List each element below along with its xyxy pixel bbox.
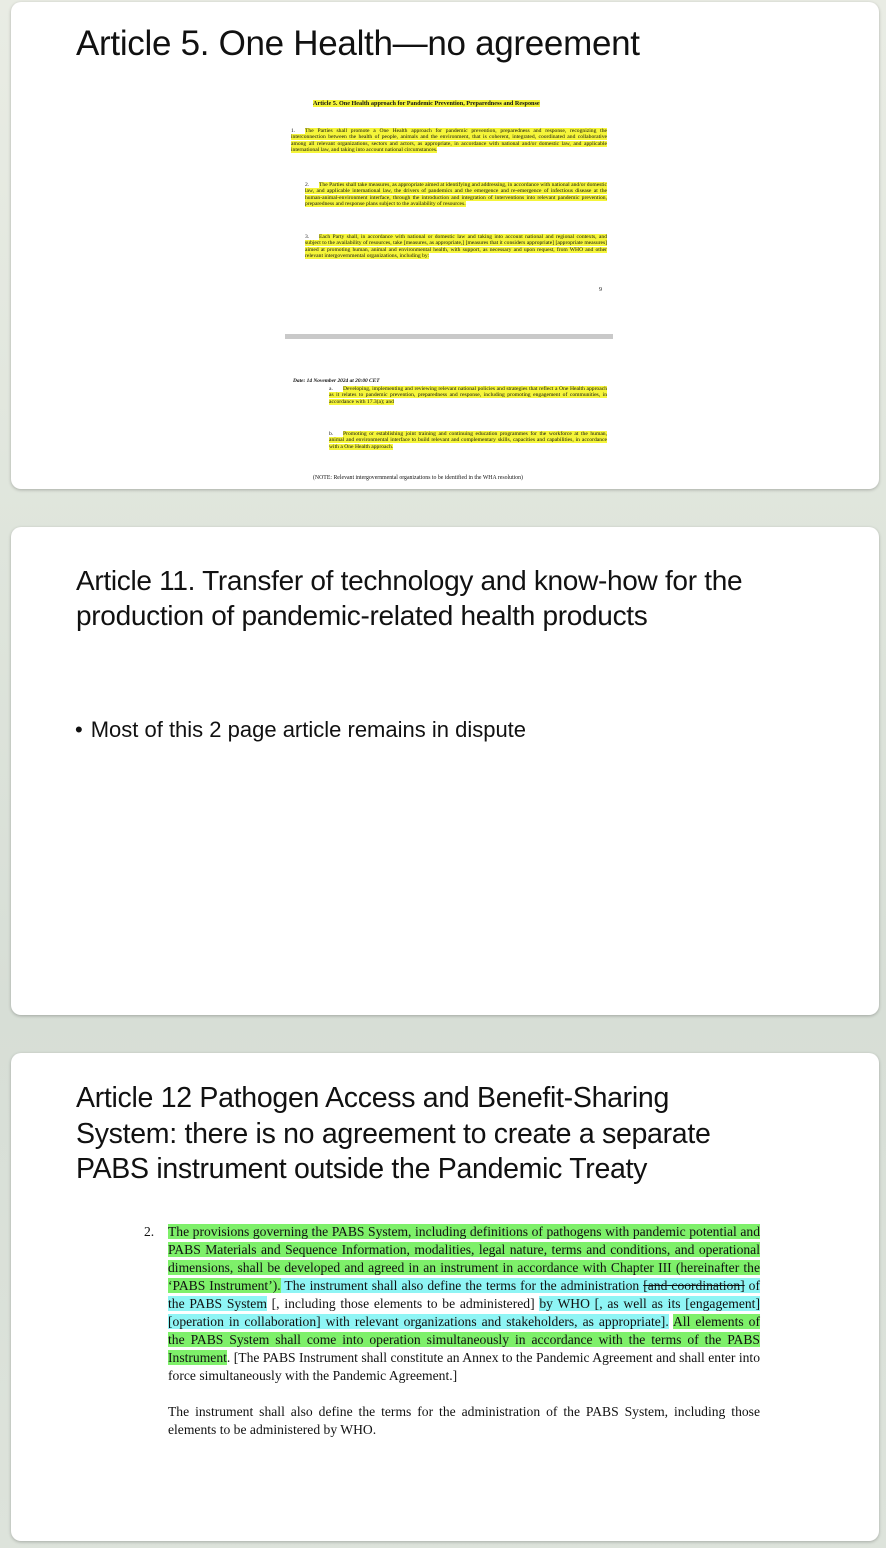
plain-text: [, including those elements to be administered]: [266, 1296, 540, 1311]
page-mark: 9: [599, 287, 602, 293]
doc-paragraph-b: b. Promoting or establishing joint training and continuing education programmes for the workforce at the human, animal and environmental interface to build relevant and complementary skills, capacities and capabilities, in accordance with a One Health approach.: [329, 431, 607, 450]
page-divider: [285, 334, 613, 339]
bullet-icon: •: [75, 717, 83, 742]
green-highlight-text: The provisions governing the PABS System, including definitions of pathogens with pandemic potential and PABS Materials and Sequence Information, modalities, legal nature, terms and conditions, and operational dimensions, shall be developed and agreed in an instrument in accordance with Chapter III (hereinafter the ‘PABS Instrument’).: [168, 1224, 760, 1293]
bullet-text: Most of this 2 page article remains in dispute: [90, 717, 527, 742]
document-excerpt-image: [285, 94, 613, 488]
struck-text: [and coordination]: [643, 1278, 745, 1293]
slide-title: Article 5. One Health—no agreement: [76, 24, 640, 63]
plain-text: . [The PABS Instrument shall constitute an Annex to the Pandemic Agreement and shall enter into force simultaneously with the Pandemic Agreement.]: [168, 1350, 760, 1383]
doc-heading: Article 5. One Health approach for Pandemic Prevention, Preparedness and Response: [313, 100, 540, 107]
cyan-highlight-text: The instrument shall also define the terms for the administration: [280, 1278, 644, 1293]
pabs-additional-paragraph: The instrument shall also define the terms for the administration of the PABS System, including those elements to be administered by WHO.: [168, 1404, 760, 1437]
slide-article-12[interactable]: [11, 1053, 879, 1541]
paragraph-number: 2.: [144, 1224, 155, 1239]
pabs-paragraph: [168, 1223, 760, 1385]
doc-paragraph-2: 2. The Parties shall take measures, as appropriate aimed at identifying and addressing, in accordance with national and/or domestic law, and applicable international law, the drivers of pandemics and the emergence and re-emergence of infectious disease at the human-animal-environment interface, through the introduction and integration of interventions into relevant pandemic prevention, preparedness and response plans subject to the availability of resources.: [305, 182, 607, 207]
doc-note: (NOTE: Relevant intergovernmental organizations to be identified in the WHA resolution): [313, 475, 523, 481]
slide-title: Article 11. Transfer of technology and know-how for the production of pandemic-related health products: [76, 565, 743, 631]
doc-paragraph-a: a. Developing, implementing and reviewing relevant national policies and strategies that reflect a One Health approach as it relates to pandemic prevention, preparedness and response, including promoting engagement of communities, in accordance with 17.3(a); and: [329, 386, 607, 405]
slide-article-11[interactable]: [11, 527, 879, 1015]
slide-article-5[interactable]: [11, 2, 879, 489]
doc-paragraph-1: 1. The Parties shall promote a One Health approach for pandemic prevention, preparedness and response, recognizing the interconnection between the health of people, animals and the environment, that is coherent, integrated, coordinated and collaborative among all relevant organizations, sectors and actors, as appropriate, in accordance with national and/or domestic law, and applicable international law, and taking into account national circumstances.: [291, 128, 607, 153]
pabs-document-excerpt: [144, 1223, 760, 1439]
bullet-item: [75, 717, 526, 743]
slide-title: Article 12 Pathogen Access and Benefit-Sharing System: there is no agreement to create a separate PABS instrument outside the Pandemic Treaty: [76, 1082, 711, 1185]
cyan-highlight-text: by WHO [, as well as its [engagement][operation in collaboration] with relevant organizations and stakeholders, as appropriate].: [168, 1296, 760, 1329]
green-highlight-text: All elements of the PABS System shall come into operation simultaneously in accordance with the terms of the PABS Instrument: [168, 1314, 760, 1365]
cyan-highlight-text: of the PABS System: [168, 1278, 760, 1311]
doc-paragraph-3: 3. Each Party shall, in accordance with national or domestic law and taking into account national and regional contexts, and subject to the availability of resources, take [measures, as appropriate,] [measures that it considers appropriate] [appropriate measures] aimed at promoting human, animal and environmental health, with support, as necessary and upon request, from WHO and other relevant intergovernmental organizations, including by:: [305, 234, 607, 259]
doc-date: Date: 14 November 2024 at 20:00 CET: [293, 378, 380, 384]
